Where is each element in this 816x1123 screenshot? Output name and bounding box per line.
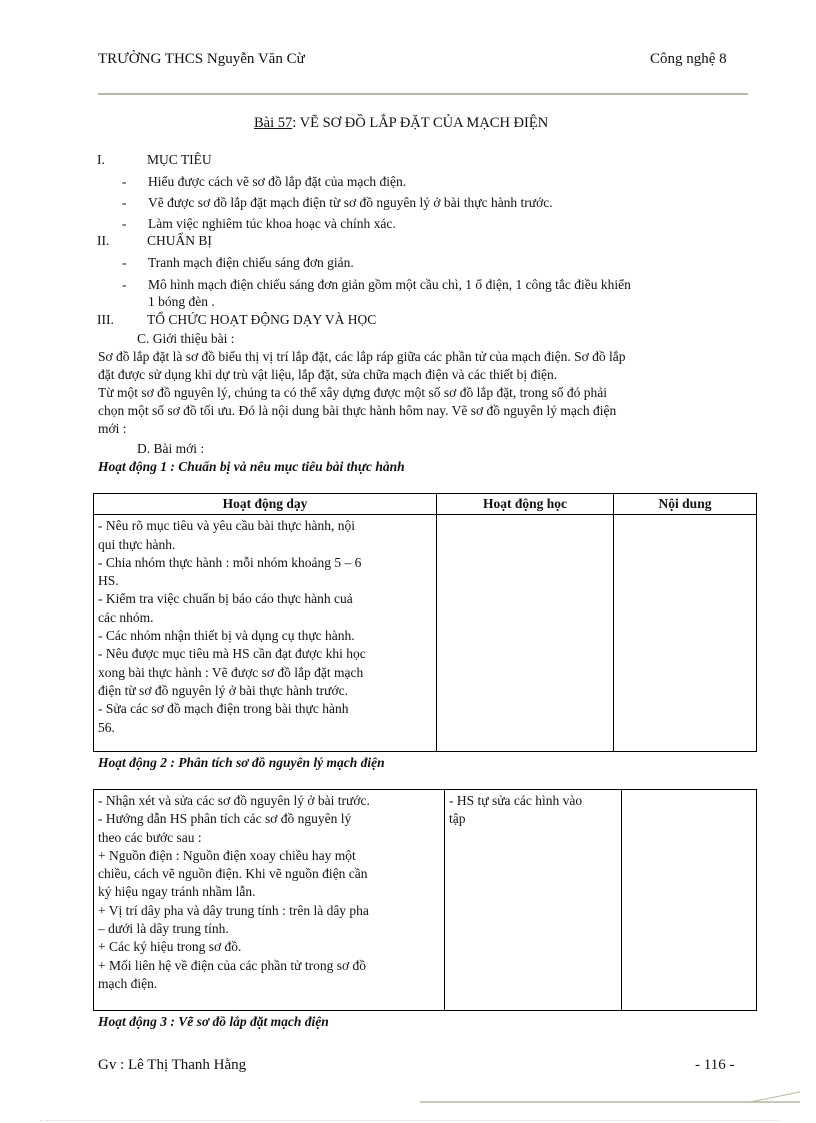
cell-text-line: - Các nhóm nhận thiết bị và dụng cụ thực hành. [98,628,355,644]
intro-line: đặt được sử dụng khi dự trù vật liệu, lắp đặt, sửa chữa mạch điện và các thiết bị điện. [98,367,558,382]
cell-text-line: - Chia nhóm thực hành : mỗi nhóm khoảng 5 – 6 [98,554,362,570]
activity-3-heading: Hoạt động 3 : Vẽ sơ đồ lắp đặt mạch điện [98,1014,329,1029]
column-header-teaching: Hoạt động dạy [94,494,437,515]
list-item: Tranh mạch điện chiếu sáng đơn giản. [148,255,354,270]
section-1-number: I. [97,152,105,167]
section-2-number: II. [97,233,110,248]
section-1-title: MỤC TIÊU [147,152,212,167]
cell-text-line: qui thực hành. [98,536,176,552]
page-edge [40,1120,780,1121]
activity-2-heading: Hoạt động 2 : Phân tích sơ đồ nguyên lý mạch điện [98,755,385,770]
intro-line: Từ một sơ đồ nguyên lý, chúng ta có thể xây dựng được một số sơ đồ lắp đặt, trong số đó phải [98,385,608,400]
table-row [94,790,757,1011]
teaching-cell [94,790,445,1011]
content-cell [622,790,757,1011]
cell-text-line: điện từ sơ đồ nguyên lý ở bài thực hành trước. [98,682,348,698]
list-bullet: - [122,174,127,189]
cell-text-line: 56. [98,719,115,735]
intro-line: chọn một số sơ đồ tối ưu. Đó là nội dung bài thực hành hôm nay. Vẽ sơ đồ nguyên lý mạch điện [98,403,617,418]
list-item: Hiểu được cách vẽ sơ đồ lắp đặt của mạch điện. [148,174,407,189]
table-row [94,515,757,752]
table-header-row [94,494,757,515]
list-bullet: - [122,255,127,270]
cell-text-line: xong bài thực hành : Vẽ được sơ đồ lắp đặt mạch [98,664,364,680]
list-item: Làm việc nghiêm túc khoa hoạc và chính xác. [148,216,396,231]
cell-text-line: ký hiệu ngay tránh nhầm lẫn. [98,884,256,900]
header-divider [98,93,748,95]
cell-text-line: các nhóm. [98,609,154,625]
cell-text-line: - Sửa các sơ đồ mạch điện trong bài thực hành [98,701,349,717]
lesson-number: Bài 57 [254,115,293,131]
activity-2-table [93,789,757,1011]
cell-text-line: - Kiểm tra việc chuẩn bị báo cáo thực hành cuả [98,591,353,607]
column-header-learning: Hoạt động học [437,494,614,515]
header-subject: Công nghệ 8 [650,51,727,67]
list-bullet: - [122,277,127,292]
cell-text-line: - Nêu rõ mục tiêu và yêu cầu bài thực hành, nội [98,518,355,534]
footer-teacher: Gv : Lê Thị Thanh Hằng [98,1057,247,1073]
header-school: TRƯỜNG THCS Nguyễn Văn Cừ [98,51,305,67]
cell-text-line: - Nhận xét và sửa các sơ đồ nguyên lý ở bài trước. [98,793,370,808]
lesson-title [254,115,548,132]
cell-text-line: + Mối liên hệ về điện của các phần tử trong sơ đồ [98,957,366,973]
cell-text-line: + Các ký hiệu trong sơ đồ. [98,939,242,955]
intro-line: mới : [98,421,127,436]
cell-text-line: - Hướng dẫn HS phân tích các sơ đồ nguyên lý [98,811,352,827]
cell-text-line: - HS tự sửa các hình vào [449,793,583,808]
intro-label: C. Giới thiệu bài : [137,331,235,346]
section-2-title: CHUẨN BỊ [147,233,212,248]
list-bullet: - [122,216,127,231]
column-header-content: Nội dung [614,494,757,515]
cell-text-line: chiều, cách vẽ nguồn điện. Khi vẽ nguồn điện cần [98,866,368,882]
footer-decorative-rule [420,1090,800,1104]
section-3-title: TỔ CHỨC HOẠT ĐỘNG DẠY VÀ HỌC [147,312,377,327]
activity-1-heading: Hoạt động 1 : Chuẩn bị và nêu mục tiêu bài thực hành [98,459,405,474]
new-lesson-label: D. Bài mới : [137,441,205,456]
learning-cell [437,515,614,752]
cell-text-line: mạch điện. [98,975,158,991]
cell-text-line: tập [449,811,466,827]
list-item: Mô hình mạch điện chiếu sáng đơn giản gồm một cầu chì, 1 ổ điện, 1 công tắc điều khiển [148,277,631,292]
cell-text-line: + Nguồn điện : Nguồn điện xoay chiều hay một [98,847,356,863]
cell-text-line: + Vị trí dây pha và dây trung tính : trên là dây pha [98,902,369,918]
footer-page-number: - 116 - [695,1057,735,1073]
list-item: Vẽ được sơ đồ lắp đặt mạch điện từ sơ đồ nguyên lý ở bài thực hành trước. [148,195,553,210]
content-cell [614,515,757,752]
cell-text-line: – dưới là dây trung tính. [98,921,229,937]
cell-text-line: - Nêu được mục tiêu mà HS cần đạt được khi học [98,646,366,662]
teaching-cell [94,515,437,752]
list-bullet: - [122,195,127,210]
intro-line: Sơ đồ lắp đặt là sơ đồ biểu thị vị trí lắp đặt, các lắp ráp giữa các phần tử của mạch điện. Sơ đồ lắp [98,349,626,364]
cell-text-line: HS. [98,573,119,589]
section-3-number: III. [97,312,114,327]
list-item-continuation: 1 bóng đèn . [148,294,215,309]
learning-cell [445,790,622,1011]
cell-text-line: theo các bước sau : [98,829,202,845]
lesson-title-text: : VẼ SƠ ĐỒ LẮP ĐẶT CỦA MẠCH ĐIỆN [292,115,549,131]
activity-1-table [93,493,757,752]
